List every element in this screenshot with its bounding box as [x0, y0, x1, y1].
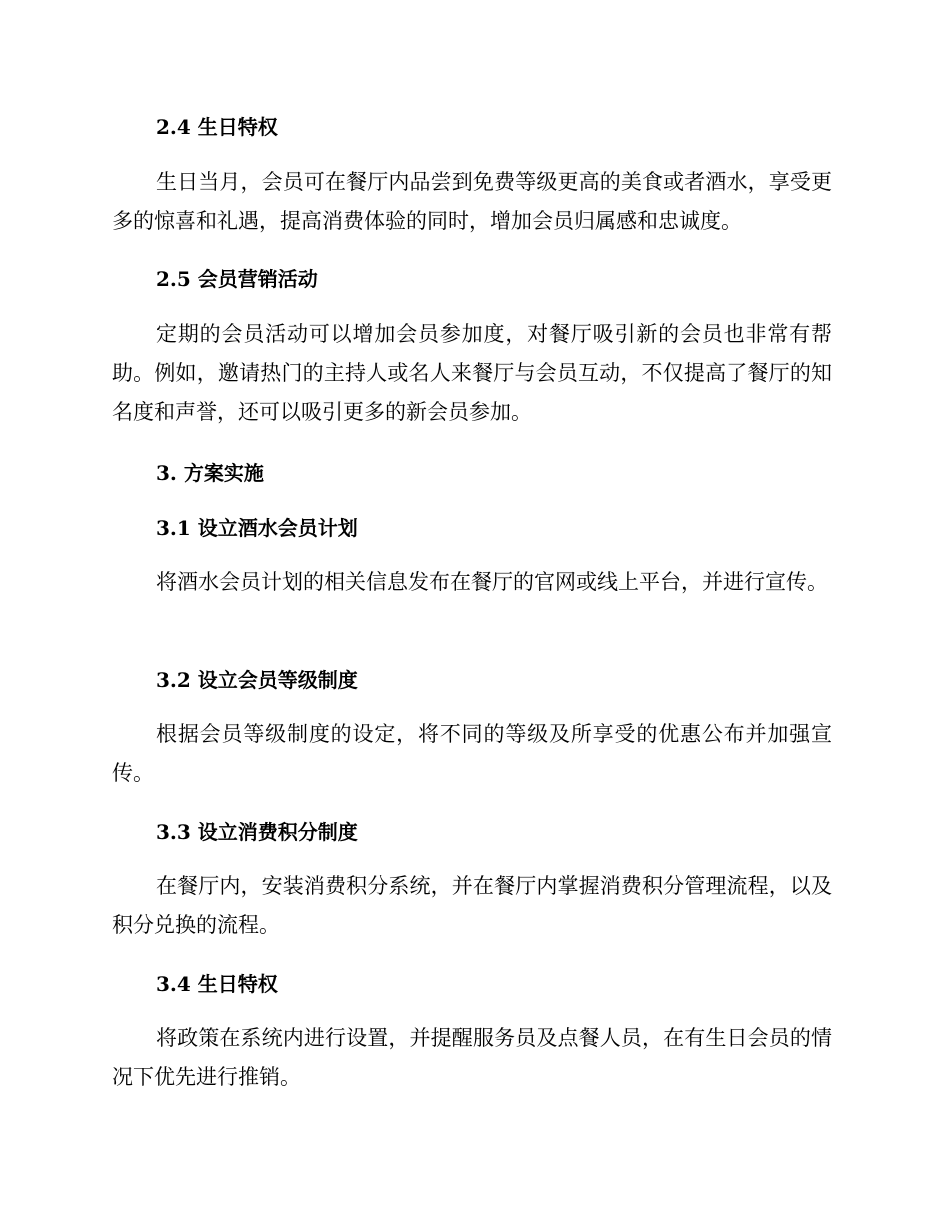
- section-heading-3-4: 3.4 生日特权: [156, 972, 278, 996]
- section-heading-2-5: 2.5 会员营销活动: [156, 267, 318, 291]
- section-body-2-4: 生日当月，会员可在餐厅内品尝到免费等级更高的美食或者酒水，享受更多的惊喜和礼遇，提高消费体验的同时，增加会员归属感和忠诚度。: [112, 170, 832, 233]
- section-heading-3-2: 3.2 设立会员等级制度: [156, 668, 358, 692]
- section-heading-3-3: 3.3 设立消费积分制度: [156, 820, 358, 844]
- section-body-3-4: 将政策在系统内进行设置，并提醒服务员及点餐人员，在有生日会员的情况下优先进行推销。: [112, 1026, 832, 1089]
- section-heading-3-1: 3.1 设立酒水会员计划: [156, 516, 358, 540]
- section-body-2-5: 定期的会员活动可以增加会员参加度，对餐厅吸引新的会员也非常有帮助。例如，邀请热门的主持人或名人来餐厅与会员互动，不仅提高了餐厅的知名度和声誉，还可以吸引更多的新会员参加。: [112, 322, 832, 424]
- section-body-3-3: 在餐厅内，安装消费积分系统，并在餐厅内掌握消费积分管理流程，以及积分兑换的流程。: [112, 874, 832, 937]
- section-heading-3: 3. 方案实施: [156, 461, 264, 485]
- section-heading-2-4: 2.4 生日特权: [156, 115, 278, 139]
- section-body-3-1: 将酒水会员计划的相关信息发布在餐厅的官网或线上平台，并进行宣传。: [156, 570, 828, 594]
- section-body-3-2: 根据会员等级制度的设定，将不同的等级及所享受的优惠公布并加强宣传。: [112, 722, 832, 785]
